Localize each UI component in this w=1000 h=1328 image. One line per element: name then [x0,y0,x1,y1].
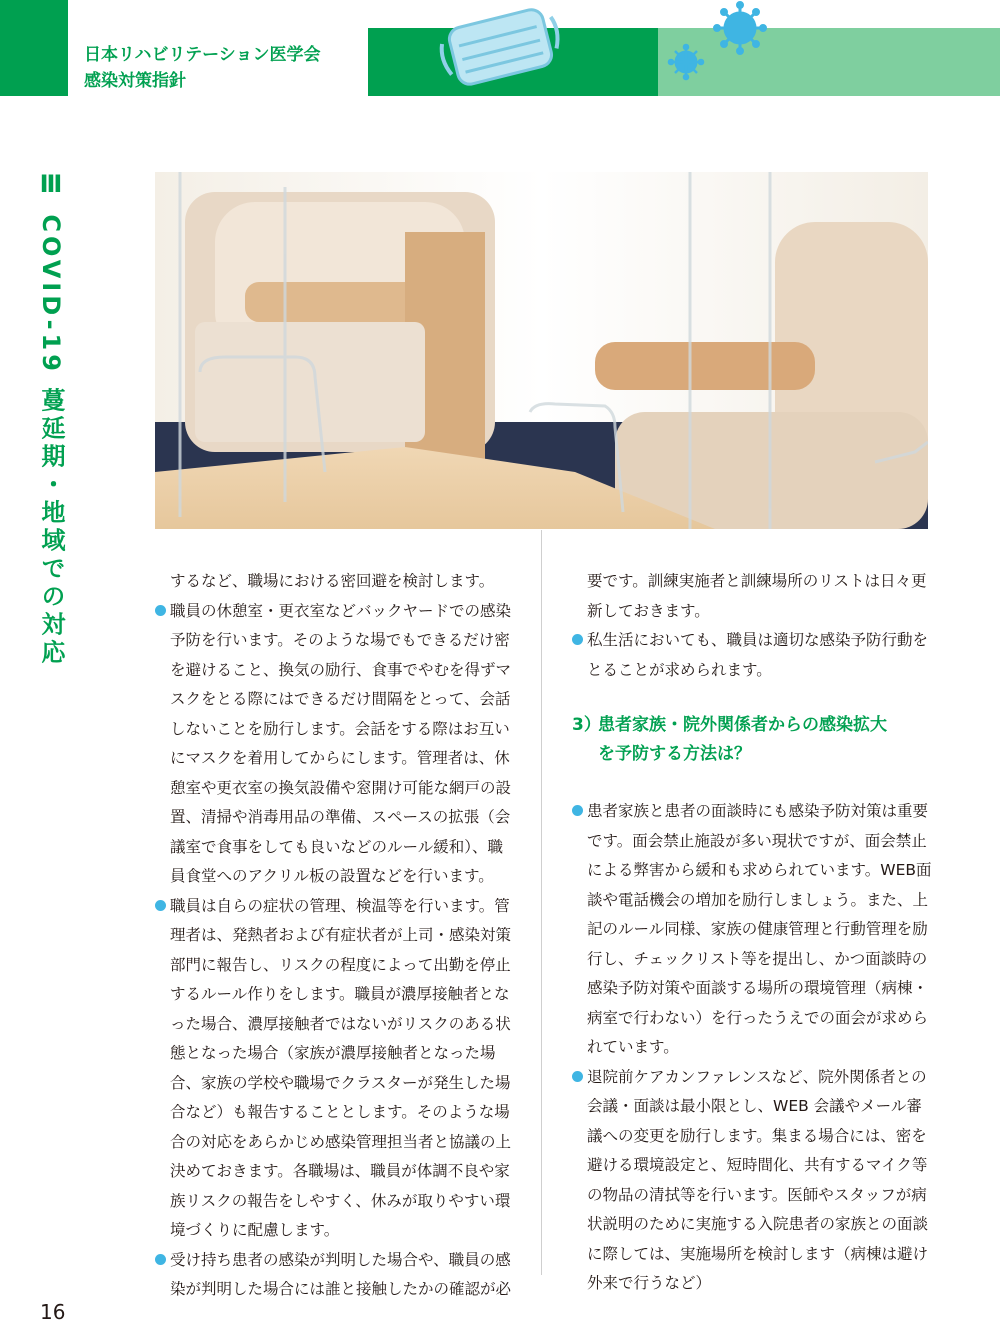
paragraph-continuation: 要です。訓練実施者と訓練場所のリストは日々更新しておきます。 [587,572,927,620]
paragraph-continuation: するなど、職場における密回避を検討します。 [170,572,495,590]
section-heading-line2: を予防する方法は？ [598,744,751,764]
chapter-title: Ⅲ COVID-19 蔓延期・地域での対応 [37,170,65,668]
bullet-paragraph-private-life: 私生活においても、職員は適切な感染予防行動をとることが求められます。 [572,626,932,685]
waiting-room-photo [155,172,928,529]
bullet-paragraph-external-meetings: 退院前ケアカンファレンスなど、院外関係者との会議・面談は最小限とし、WEB 会議やメール審議への変更を励行します。集まる場合には、密を避ける環境設定と、短時間化、共有するマイク等の物品の清拭等を行います。医師やスタッフが病状説明のために実施する入院患者の家族との面談に際しては、実施場所を検討します（病棟は避け外来で行うなど） [572,1063,932,1299]
publication-subtitle: 感染対策指針 [84,71,186,91]
page-number: 16 [40,1300,66,1324]
chapter-sidebar [34,170,74,668]
left-column [155,567,515,1305]
column-divider [541,530,542,1275]
bullet-paragraph-symptom-management: 職員は自らの症状の管理、検温等を行います。管理者は、発熱者および有症状者が上司・感染対策部門に報告し、リスクの程度によって出勤を停止するルール作りをします。職員が濃厚接触者となった場合、濃厚接触者ではないがリスクのある状態となった場合（家族が濃厚接触者となった場合、家族の学校や職場でクラスターが発生した場合など）も報告することとします。そのような場合の対応をあらかじめ感染管理担当者と協議の上決めておきます。各職場は、職員が体調不良や家族リスクの報告をしやすく、休みが取りやすい環境づくりに配慮します。 [155,892,515,1246]
right-column [572,567,932,1299]
bullet-paragraph-family-visits: 患者家族と患者の面談時にも感染予防対策は重要です。面会禁止施設が多い現状ですが、面会禁止による弊害から緩和も求められています。WEB面談や電話機会の増加を励行しましょう。また、上記のルール同様、家族の健康管理と行動管理を励行し、チェックリスト等を提出し、かつ面談時の感染予防対策や面談する場所の環境管理（病棟・病室で行わない）を行ったうえでの面会が求められています。 [572,797,932,1063]
section-heading [572,711,932,769]
section-heading-line1: 患者家族・院外関係者からの感染拡大 [598,715,887,735]
section-number: 3） [572,715,601,735]
bullet-paragraph-backyard: 職員の休憩室・更衣室などバックヤードでの感染予防を行います。そのような場でもできるだけ密を避けること、換気の励行、食事でやむを得ずマスクをとる際にはできるだけ間隔をとって、会話しないことを励行します。会話をする際はお互いにマスクを着用してからにします。管理者は、休憩室や更衣室の換気設備や窓開け可能な網戸の設置、清掃や消毒用品の準備、スペースの拡張（会議室で食事をしても良いなどのルール緩和）、職員食堂へのアクリル板の設置などを行います。 [155,597,515,892]
publication-title: 日本リハビリテーション医学会 [84,45,321,65]
bullet-paragraph-infection-tracing: 受け持ち患者の感染が判明した場合や、職員の感染が判明した場合には誰と接触したかの確認が必 [155,1246,515,1305]
face-mask-icon [430,0,570,90]
header-green-block [0,0,68,96]
virus-icon [660,0,780,90]
